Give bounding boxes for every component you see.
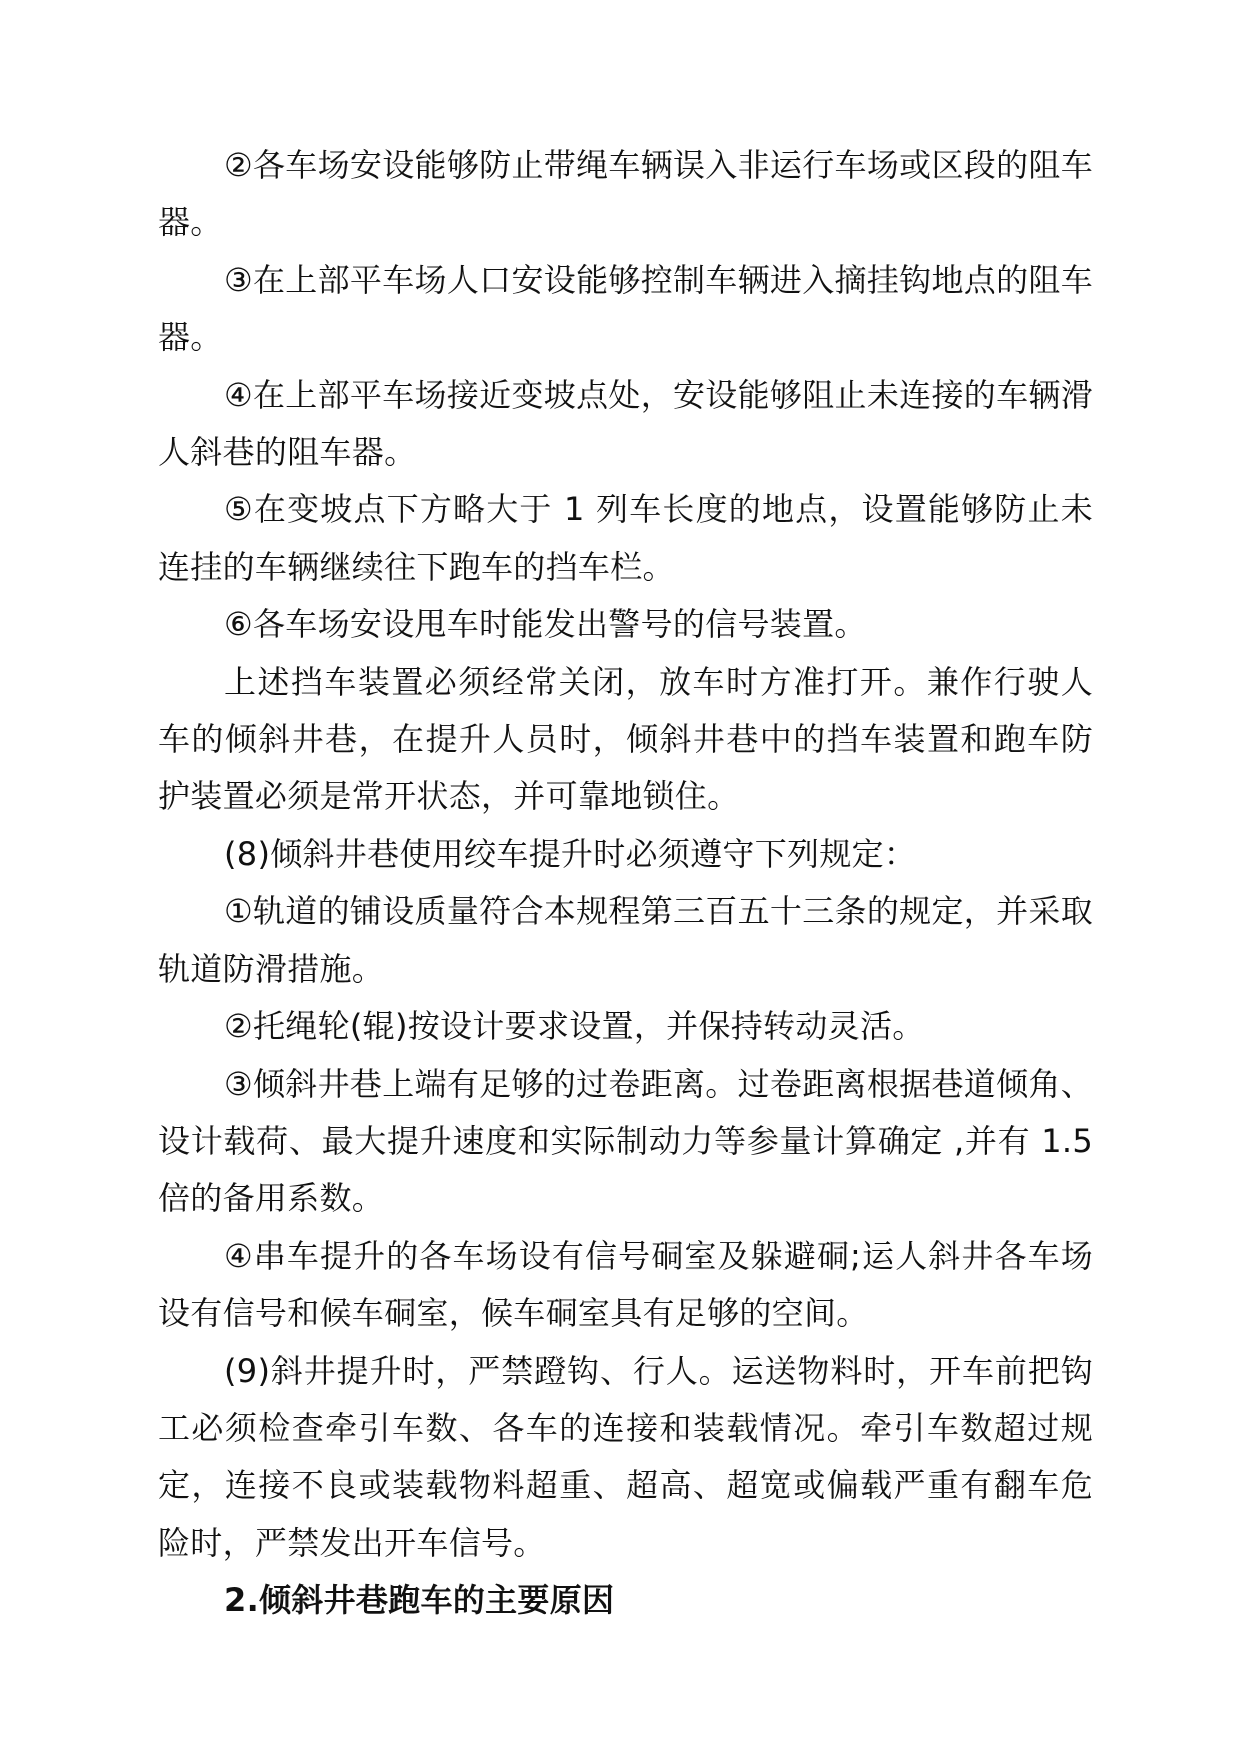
paragraph: ④在上部平车场接近变坡点处，安设能够阻止未连接的车辆滑人斜巷的阻车器。 bbox=[158, 375, 1093, 472]
paragraph: ⑤在变坡点下方略大于 1 列车长度的地点，设置能够防止未连挂的车辆继续往下跑车的挡车栏。 bbox=[158, 490, 1093, 586]
document-body bbox=[158, 137, 1093, 1630]
paragraph: ②各车场安设能够防止带绳车辆误入非运行车场或区段的阻车器。 bbox=[158, 146, 1093, 242]
paragraph: ②托绳轮(辊)按设计要求设置，并保持转动灵活。 bbox=[224, 1007, 925, 1046]
section-heading: 2.倾斜井巷跑车的主要原因 bbox=[224, 1581, 615, 1620]
paragraph: ③在上部平车场人口安设能够控制车辆进入摘挂钩地点的阻车器。 bbox=[158, 260, 1093, 357]
paragraph: ③倾斜井巷上端有足够的过卷距离。过卷距离根据巷道倾角、设计载荷、最大提升速度和实际制动力等参量计算确定 ,并有 1.5 倍的备用系数。 bbox=[158, 1064, 1093, 1218]
paragraph: (8)倾斜井巷使用绞车提升时必须遵守下列规定： bbox=[224, 834, 917, 873]
paragraph: ①轨道的铺设质量符合本规程第三百五十三条的规定，并采取轨道防滑措施。 bbox=[158, 892, 1093, 988]
paragraph: ⑥各车场安设甩车时能发出警号的信号装置。 bbox=[224, 605, 867, 644]
paragraph: ④串车提升的各车场设有信号硐室及躲避硐;运人斜井各车场设有信号和候车硐室，候车硐室具有足够的空间。 bbox=[158, 1236, 1093, 1333]
paragraph: (9)斜井提升时，严禁蹬钩、行人。运送物料时，开车前把钩工必须检查牵引车数、各车的连接和装载情况。牵引车数超过规定，连接不良或装载物料超重、超高、超宽或偏载严重有翻车危险时，严禁发出开车信号。 bbox=[158, 1351, 1093, 1562]
paragraph: 上述挡车装置必须经常关闭，放车时方准打开。兼作行驶人车的倾斜井巷，在提升人员时，倾斜井巷中的挡车装置和跑车防护装置必须是常开状态，并可靠地锁住。 bbox=[158, 662, 1093, 816]
